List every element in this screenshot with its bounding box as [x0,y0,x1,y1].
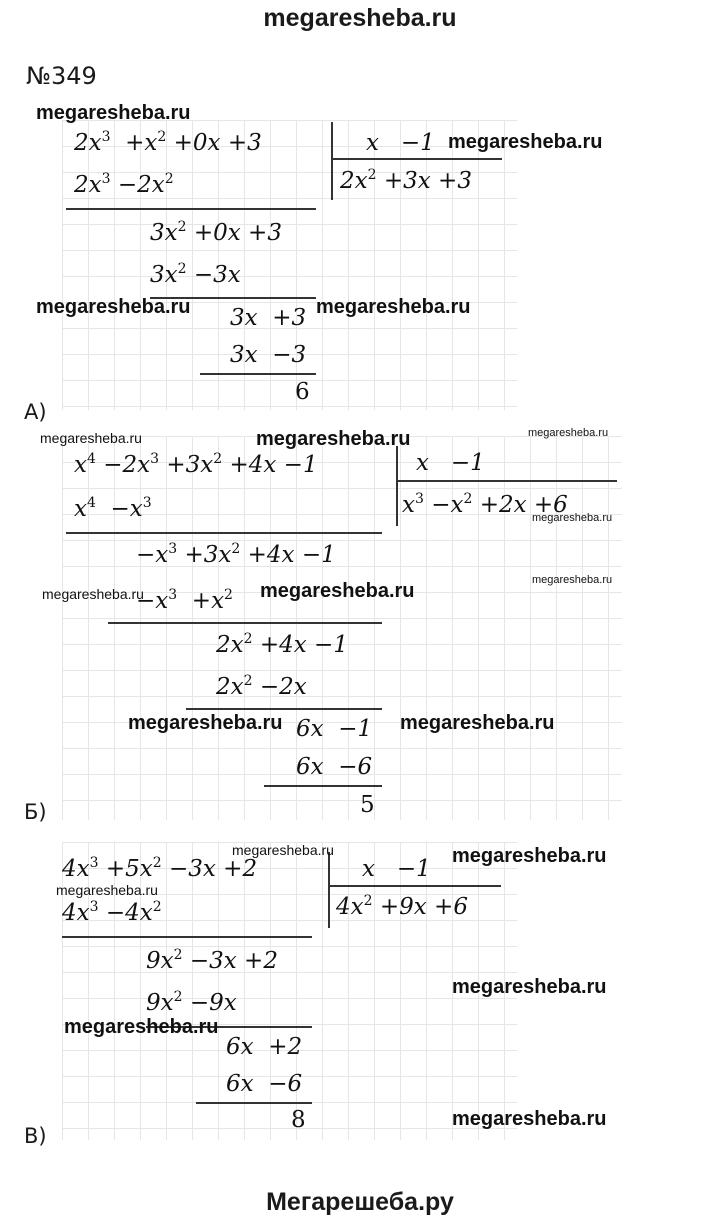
watermark: megaresheba.ru [36,296,191,318]
watermark: megaresheba.ru [42,586,144,602]
part-a-remainder: 6 [295,379,310,405]
part-b-step3-remainder: 6x −1 [296,716,373,742]
site-header[interactable]: megaresheba.ru [263,4,457,32]
part-a-step1-subtrahend: $2x^3 -2x^2$ [74,171,174,198]
watermark: megaresheba.ru [532,512,613,524]
part-b-dividend: $x^4 -2x^3 +3x^2 +4x -1$ [74,451,318,478]
part-c-rule-1 [62,936,312,938]
watermark: megaresheba.ru [256,428,411,450]
part-a-step2-remainder: 3x +3 [230,305,307,331]
part-b-step1-remainder: $-x^3 +3x^2 +4x -1$ [136,541,336,568]
part-c-rule-3 [196,1102,312,1104]
part-a-step1-remainder: $3x^2 +0x +3$ [150,219,282,246]
watermark: megaresheba.ru [56,882,158,898]
part-b-label: Б) [24,800,47,824]
part-b-remainder: 5 [360,792,375,818]
part-c-step2-subtrahend: $9x^2 -9x$ [146,989,237,1016]
watermark: megaresheba.ru [232,842,334,858]
part-b-divisor: x −1 [416,450,485,476]
part-a-rule-3 [200,373,316,375]
part-b-quotient: $x^3 -x^2 +2x +6$ [402,491,568,518]
part-b-step2-subtrahend: $-x^3 +x^2$ [136,587,233,614]
watermark: megaresheba.ru [64,1016,219,1038]
problem-number: №349 [26,62,97,90]
watermark: megaresheba.ru [452,1108,607,1130]
watermark: megaresheba.ru [532,574,613,586]
watermark: megaresheba.ru [400,712,555,734]
part-b-step4-subtrahend: 6x −6 [296,754,373,780]
watermark: megaresheba.ru [128,712,283,734]
part-c-label: В) [24,1124,47,1148]
part-c-dividend: $4x^3 +5x^2 -3x +2$ [62,855,258,882]
part-b-rule-4 [264,785,382,787]
part-b-rule-2 [108,622,382,624]
part-c-step2-remainder: 6x +2 [226,1034,303,1060]
watermark: megaresheba.ru [260,580,415,602]
part-b-step3-subtrahend: $2x^2 -2x$ [216,673,307,700]
part-b-rule-1 [66,532,382,534]
part-a-divider-horizontal [332,158,502,160]
part-a-label: А) [24,400,47,424]
part-b-divider-horizontal [397,480,617,482]
part-a-step2-subtrahend: $3x^2 -3x$ [150,261,241,288]
part-a-divisor: x −1 [366,130,435,156]
watermark: megaresheba.ru [528,427,609,439]
part-b-divider-vertical [396,446,398,526]
part-a-step3-subtrahend: 3x −3 [230,342,307,368]
part-a-divider-vertical [331,122,333,200]
site-footer[interactable]: Мегарешеба.ру [266,1188,454,1216]
part-c-step1-subtrahend: $4x^3 -4x^2$ [62,899,162,926]
watermark: megaresheba.ru [40,430,142,446]
part-c-divider-vertical [328,852,330,928]
watermark: megaresheba.ru [448,131,603,153]
part-b-rule-3 [186,708,382,710]
watermark: megaresheba.ru [452,845,607,867]
watermark: megaresheba.ru [316,296,471,318]
part-c-step3-subtrahend: 6x −6 [226,1071,303,1097]
part-c-divider-horizontal [329,885,501,887]
part-c-remainder: 8 [291,1107,306,1133]
watermark: megaresheba.ru [452,976,607,998]
part-a-dividend: $2x^3 +x^2 +0x +3$ [74,129,262,156]
part-b-step1-subtrahend: $x^4 -x^3$ [74,495,152,522]
part-a-quotient: $2x^2 +3x +3$ [340,167,472,194]
part-c-quotient: $4x^2 +9x +6$ [336,893,468,920]
part-a-rule-1 [66,208,316,210]
part-b-step2-remainder: $2x^2 +4x -1$ [216,631,348,658]
part-c-step1-remainder: $9x^2 -3x +2$ [146,947,278,974]
watermark: megaresheba.ru [36,102,191,124]
part-c-divisor: x −1 [362,856,431,882]
